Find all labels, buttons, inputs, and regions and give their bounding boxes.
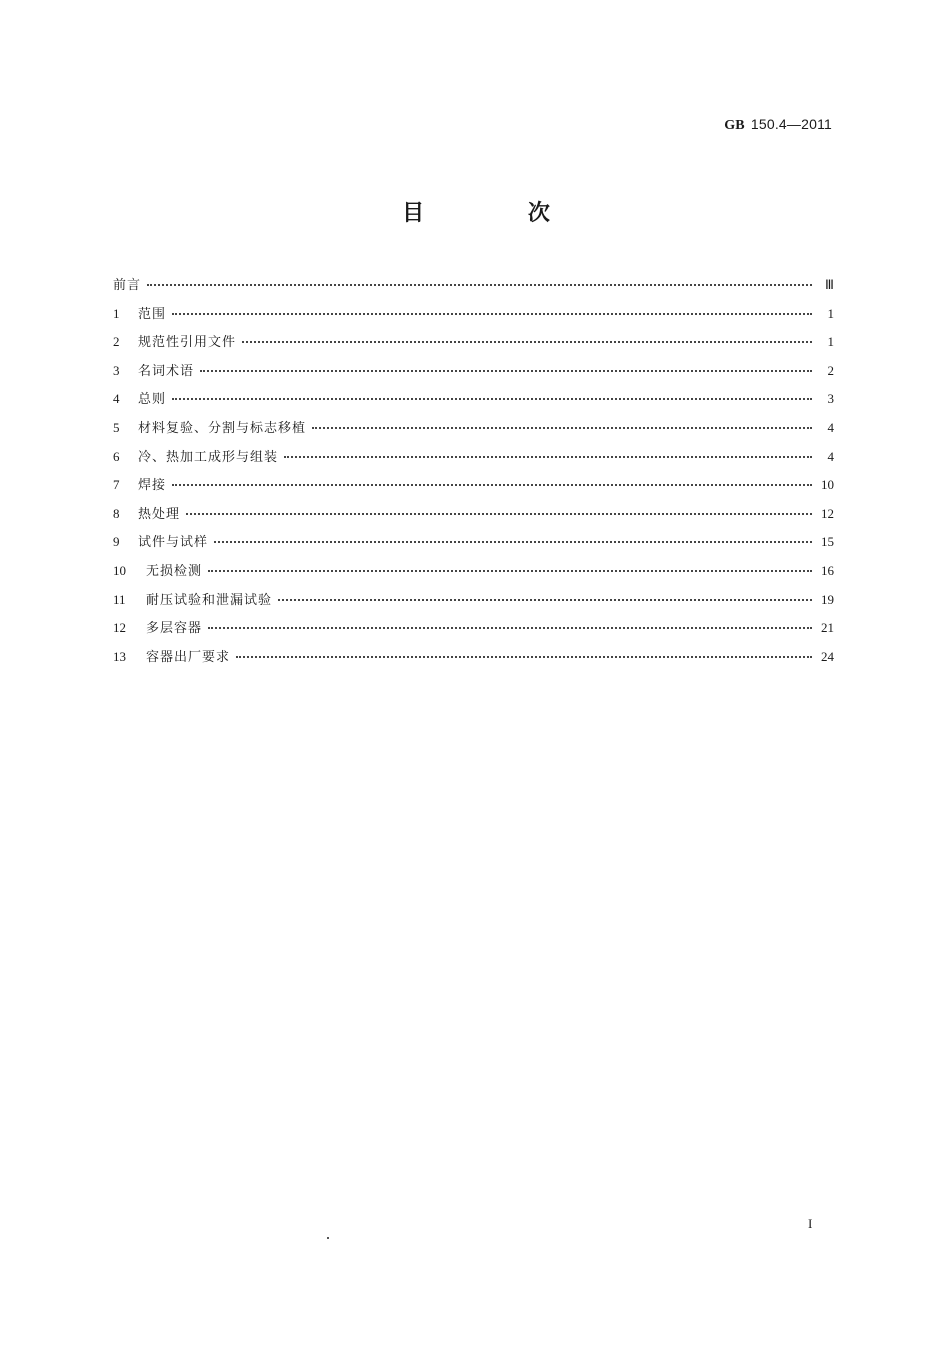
table-of-contents [113,274,834,674]
toc-label: 容器出厂要求 [146,649,231,665]
page-number: I [808,1216,813,1231]
toc-leader-dots [236,655,812,658]
toc-entry[interactable] [113,303,834,332]
toc-label: 试件与试样 [138,535,209,551]
toc-entry[interactable] [113,560,834,589]
toc-page: 4 [827,419,834,435]
toc-leader-dots [186,512,812,515]
toc-leader-dots [242,340,812,343]
toc-page: 3 [827,391,834,407]
toc-label: 规范性引用文件 [138,335,237,351]
toc-page: 21 [821,620,834,636]
toc-number: 8 [113,505,120,521]
toc-page: 24 [821,648,834,664]
toc-entry[interactable] [113,503,834,532]
standard-code [724,116,832,134]
toc-page: 1 [827,334,834,350]
toc-page: Ⅲ [825,277,834,292]
toc-page: 12 [821,505,834,521]
toc-label: 范围 [138,306,167,322]
toc-page: 2 [827,362,834,378]
toc-page: 15 [821,534,834,550]
toc-leader-dots [214,540,812,543]
toc-entry[interactable] [113,388,834,417]
toc-leader-dots [172,397,812,400]
toc-page: 1 [827,305,834,321]
toc-number: 5 [113,419,120,435]
toc-label: 耐压试验和泄漏试验 [146,592,273,608]
standard-prefix: GB [724,118,745,133]
toc-page: 4 [827,448,834,464]
toc-leader-dots [147,283,812,286]
toc-number: 2 [113,334,120,350]
toc-label: 无损检测 [146,563,203,579]
toc-entry[interactable] [113,331,834,360]
toc-entry[interactable] [113,417,834,446]
toc-page: 19 [821,591,834,607]
toc-leader-dots [284,455,812,458]
toc-label: 多层容器 [146,621,203,637]
toc-label: 冷、热加工成形与组装 [138,449,279,465]
page-title: 目 次 [402,201,598,226]
toc-number: 4 [113,391,120,407]
toc-entry[interactable] [113,589,834,618]
toc-number: 11 [113,591,126,607]
toc-leader-dots [312,426,812,429]
toc-number: 6 [113,448,120,464]
standard-number: 150.4—2011 [750,116,832,132]
toc-entry[interactable] [113,274,834,303]
toc-leader-dots [278,598,812,601]
toc-page: 10 [821,477,834,493]
toc-label: 前言 [113,278,142,293]
toc-leader-dots [172,483,812,486]
toc-number: 12 [113,620,126,636]
toc-leader-dots [200,369,812,372]
toc-entry[interactable] [113,646,834,675]
scan-speck [327,1237,329,1239]
toc-number: 7 [113,477,120,493]
toc-entry[interactable] [113,360,834,389]
toc-entry[interactable] [113,617,834,646]
toc-page: 16 [821,562,834,578]
toc-leader-dots [208,569,812,572]
toc-label: 材料复验、分割与标志移植 [138,420,307,436]
toc-label: 热处理 [138,506,181,522]
toc-number: 10 [113,562,126,578]
toc-number: 9 [113,534,120,550]
toc-label: 总则 [138,392,167,408]
toc-entry[interactable] [113,474,834,503]
toc-number: 13 [113,648,126,664]
toc-leader-dots [172,312,812,315]
toc-leader-dots [208,626,812,629]
toc-label: 名词术语 [138,363,195,379]
toc-number: 3 [113,362,120,378]
toc-label: 焊接 [138,478,167,494]
toc-entry[interactable] [113,531,834,560]
toc-number: 1 [113,305,120,321]
toc-entry[interactable] [113,446,834,475]
